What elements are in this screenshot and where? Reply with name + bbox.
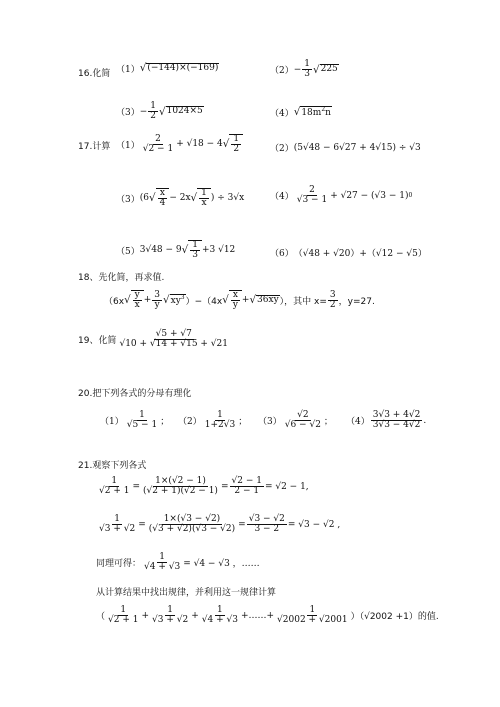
radicand: 225: [320, 64, 338, 75]
middle-terms: + √18 − 4: [176, 139, 223, 150]
problem-17-3: [116, 188, 244, 209]
radicand: [300, 106, 332, 119]
problem-17-2: [270, 141, 421, 154]
radical: √ 1024×5: [159, 105, 203, 118]
plus-sign: +: [141, 610, 150, 621]
denominator: 3: [304, 69, 311, 80]
numerator: 2: [155, 133, 161, 144]
numerator: 1: [159, 552, 165, 562]
radical: √ $\frac{1}{x}$: [191, 188, 211, 209]
numerator: √3 − √2: [248, 514, 285, 524]
fraction: [125, 411, 159, 431]
problem-16-4: [270, 106, 332, 119]
numerator: 2: [309, 185, 315, 195]
problem-16-1-tag: （1）: [116, 65, 140, 75]
numerator: 3√3 + 4√2: [372, 410, 421, 420]
denominator: (√2 + 1)(√2 − 1): [143, 486, 218, 497]
fraction: [275, 606, 350, 626]
radicand: [156, 188, 170, 209]
denominator: (√3 + √2)(√3 − √2): [148, 524, 236, 535]
sign: −: [293, 64, 302, 75]
separator: ；: [238, 417, 248, 428]
radical: √ $\frac{y}{x}$: [124, 290, 144, 311]
denominator: 2: [329, 299, 336, 310]
denominator: √4 + √3: [201, 615, 238, 626]
close-term: ）（√2002 +1）的值.: [350, 612, 439, 623]
numerator: 1: [192, 240, 198, 250]
end-mark: .: [423, 415, 427, 426]
denominator: x: [201, 198, 207, 209]
fraction: [97, 515, 137, 535]
denominator: √5 − 1: [126, 420, 158, 431]
ellipsis: +……+: [240, 610, 275, 621]
numerator: 1×(√3 − √2): [163, 514, 221, 524]
separator: ；: [160, 417, 170, 428]
problem-17-label: 17.计算: [78, 142, 111, 152]
problem-17-5: [116, 240, 235, 261]
radical: √ $xy^3$: [163, 293, 185, 307]
numerator: 1: [150, 101, 157, 111]
radical: √ 36xy: [249, 294, 279, 307]
tail-terms: + √27 − (√3 − 1): [330, 190, 409, 201]
numerator: 1: [139, 410, 145, 420]
radical: √ 225: [313, 63, 338, 76]
problem-21-row-3: [96, 553, 260, 573]
problem-20-label: 20.把下列各式的分母有理化: [78, 389, 192, 399]
problem-19: [78, 330, 231, 350]
expression: （√48 + √20）+（√12 − √5）: [293, 249, 427, 259]
fraction: [231, 291, 240, 311]
middle-term: − 2x: [169, 193, 191, 204]
problem-17-4-tag: （4）: [270, 192, 294, 203]
plus-sign: +: [241, 295, 250, 306]
denominator: √4 + √3: [144, 562, 181, 573]
problem-21-hint: 从计算结果中找出规律，并利用这一规律计算: [96, 588, 277, 598]
denominator: 3√3 − 4√2: [372, 420, 421, 431]
problem-17-3-tag: （3）: [116, 194, 140, 205]
denominator: x: [134, 300, 140, 311]
numerator: 1: [217, 410, 223, 420]
problem-17-6: [270, 246, 427, 259]
fraction: [152, 291, 162, 311]
numerator: √2 − 1: [231, 476, 262, 486]
numerator: 1: [309, 605, 316, 615]
problem-20-2: [178, 411, 247, 431]
problem-16-4-tag: （4）: [270, 109, 294, 119]
result: = √2 − 1,: [264, 481, 309, 492]
problem-20-3-tag: （3）: [258, 417, 282, 428]
fraction: [133, 291, 142, 311]
numerator: 1: [114, 514, 120, 524]
problem-19-label: 19、化简: [78, 336, 117, 347]
problem-17-5-tag: （5）: [116, 246, 140, 257]
problem-17-1-tag: （1）: [116, 140, 140, 151]
exponent: 2: [321, 106, 326, 114]
denominator: y: [232, 300, 238, 311]
separator: ；: [323, 417, 333, 428]
fraction: [147, 515, 237, 535]
numerator: √5 + √7: [155, 329, 192, 339]
problem-16-2: [270, 60, 339, 80]
denominator: 2 − 1: [234, 486, 260, 497]
open-term: (6: [139, 193, 149, 204]
problem-20-1-tag: （1）: [100, 417, 124, 428]
denominator: 4: [159, 198, 166, 209]
numerator: 1: [216, 605, 223, 615]
denominator: √2 + 1: [108, 615, 139, 626]
radicand: [197, 188, 211, 209]
close-term: ) ÷ 3√x: [210, 193, 245, 204]
prefix-text: 同理可得：: [96, 559, 142, 570]
problem-16-2-tag: （2）: [270, 66, 294, 77]
problem-16-1: [116, 62, 219, 75]
denominator: √3 − 1: [296, 195, 328, 206]
middle-term: ）−（4x: [185, 296, 223, 307]
fraction: [158, 189, 168, 209]
denominator: √2 + 1: [99, 486, 130, 497]
fraction: [302, 60, 312, 80]
denominator: √10 + √14 + √15 + √21: [119, 339, 228, 350]
fraction: [150, 606, 190, 626]
exponent: 3: [180, 293, 185, 301]
head-terms: 3√48 − 9: [139, 245, 182, 256]
denominator: 3 − 2: [254, 524, 280, 535]
numerator: x: [159, 188, 165, 198]
problem-20-4-tag: （4）: [346, 417, 370, 428]
radicand: (−144)×(−169): [147, 63, 219, 74]
radicand-base: xy: [170, 295, 181, 306]
denominator: y: [154, 299, 160, 310]
radicand: 36xy: [257, 294, 279, 305]
problem-21-row-2: $\frac{1}{√3 + √2}$ = $\frac{1\times(√3 - √2)}{(√3 + √2)(√3 - √2)}$ = $\frac{√3 - √2}{3 - 2}$ = √3 − √2 ,: [99, 514, 341, 535]
problem-17-2-tag: （2）: [270, 144, 294, 154]
fraction: [203, 411, 237, 431]
denominator: 1+2√3: [204, 420, 236, 431]
radical: √ $\frac{x}{y}$: [222, 290, 242, 311]
radicand: [170, 294, 186, 307]
denominator: √2 − 1: [142, 143, 174, 154]
denominator: 2: [233, 144, 240, 155]
open-term: （6x: [104, 296, 125, 307]
problem-18-expression: [104, 290, 375, 311]
problem-20-1: [100, 411, 169, 431]
problem-20-3: [258, 411, 333, 431]
problem-21-row-1: $\frac{1}{√2 + 1}$ = $\frac{1\times(√2 - 1)}{(√2 + 1)(√2 - 1)}$ = $\frac{√2 - 1}{2 - 1}$ = √2 − 1,: [99, 476, 309, 497]
fraction: [148, 102, 158, 122]
numerator: 1: [304, 59, 311, 69]
expression: (5√48 − 6√27 + 4√15) ÷ √3: [293, 142, 421, 153]
numerator: 1: [111, 476, 118, 486]
plus-sign: +: [191, 610, 199, 621]
problem-21-label: 21.观察下列各式: [78, 461, 147, 471]
fraction: [199, 189, 209, 209]
problem-21-final: [96, 606, 439, 626]
numerator: 3: [329, 289, 336, 300]
fraction: [230, 477, 264, 497]
fraction: [295, 186, 329, 206]
problem-16-label: 16.化简: [78, 69, 111, 79]
problem-17-6-tag: （6）: [270, 249, 294, 259]
numerator: 1×(√2 − 1): [155, 476, 206, 486]
condition-text: ），其中 x=: [279, 296, 327, 307]
problem-18-label: 18、先化简，再求值.: [78, 273, 165, 283]
denominator: 3: [192, 250, 198, 261]
radicand: 1024×5: [166, 106, 203, 117]
denominator: √6 − √2: [284, 420, 321, 431]
radicand: [229, 290, 242, 311]
denominator: √3 + √2: [152, 615, 189, 626]
fraction: [190, 241, 200, 261]
exponent: 0: [408, 192, 413, 200]
numerator: 1: [120, 605, 127, 615]
problem-17-4: [270, 186, 412, 206]
open-paren: （: [96, 612, 106, 623]
radicand-base: 18m: [301, 108, 322, 119]
numerator: 1: [167, 605, 173, 615]
problem-16-3-tag: （3）: [116, 108, 140, 119]
fraction: [117, 330, 230, 350]
radical: √ $\frac{x}{4}$: [149, 188, 169, 209]
radical: √ $\frac{1}{2}$: [223, 134, 243, 155]
problem-20-2-tag: （2）: [178, 417, 202, 428]
radicand: [229, 134, 243, 155]
radicand: [131, 290, 144, 311]
numerator: x: [232, 290, 238, 300]
numerator: √2: [297, 410, 309, 420]
fraction: [371, 411, 423, 431]
sign: −: [139, 106, 148, 117]
radicand: [188, 240, 202, 261]
fraction: [247, 515, 287, 535]
radicand-tail: n: [325, 108, 331, 119]
fraction: [97, 477, 131, 497]
problem-17-1: [116, 134, 243, 155]
denominator: √2002 + √2001: [277, 615, 348, 626]
denominator: √3 + √2: [99, 524, 136, 535]
fraction: [141, 135, 175, 155]
denominator: 2: [150, 111, 157, 122]
fraction: [200, 606, 240, 626]
fraction: [231, 135, 241, 155]
radical: √ (−144)×(−169): [139, 62, 219, 75]
result: = √4 − √3 ，……: [183, 559, 260, 570]
fraction: [142, 553, 182, 573]
fraction: [106, 606, 140, 626]
numerator: 3: [154, 289, 161, 300]
numerator: 1: [201, 188, 207, 198]
condition-y: ，y=27.: [338, 296, 375, 307]
fraction: [283, 411, 323, 431]
fraction: [141, 477, 220, 497]
radical: √ $\frac{1}{3}$: [182, 240, 202, 261]
result: = √3 − √2 ,: [287, 519, 341, 530]
plus-sign: +: [143, 295, 152, 306]
fraction: [328, 291, 338, 311]
tail-terms: +3 √12: [201, 245, 236, 256]
numerator: y: [134, 290, 140, 300]
problem-20-4: [346, 411, 426, 431]
numerator: 1: [233, 134, 240, 144]
radical: √ $18m^2n$: [293, 106, 331, 119]
problem-16-3: [116, 102, 204, 122]
